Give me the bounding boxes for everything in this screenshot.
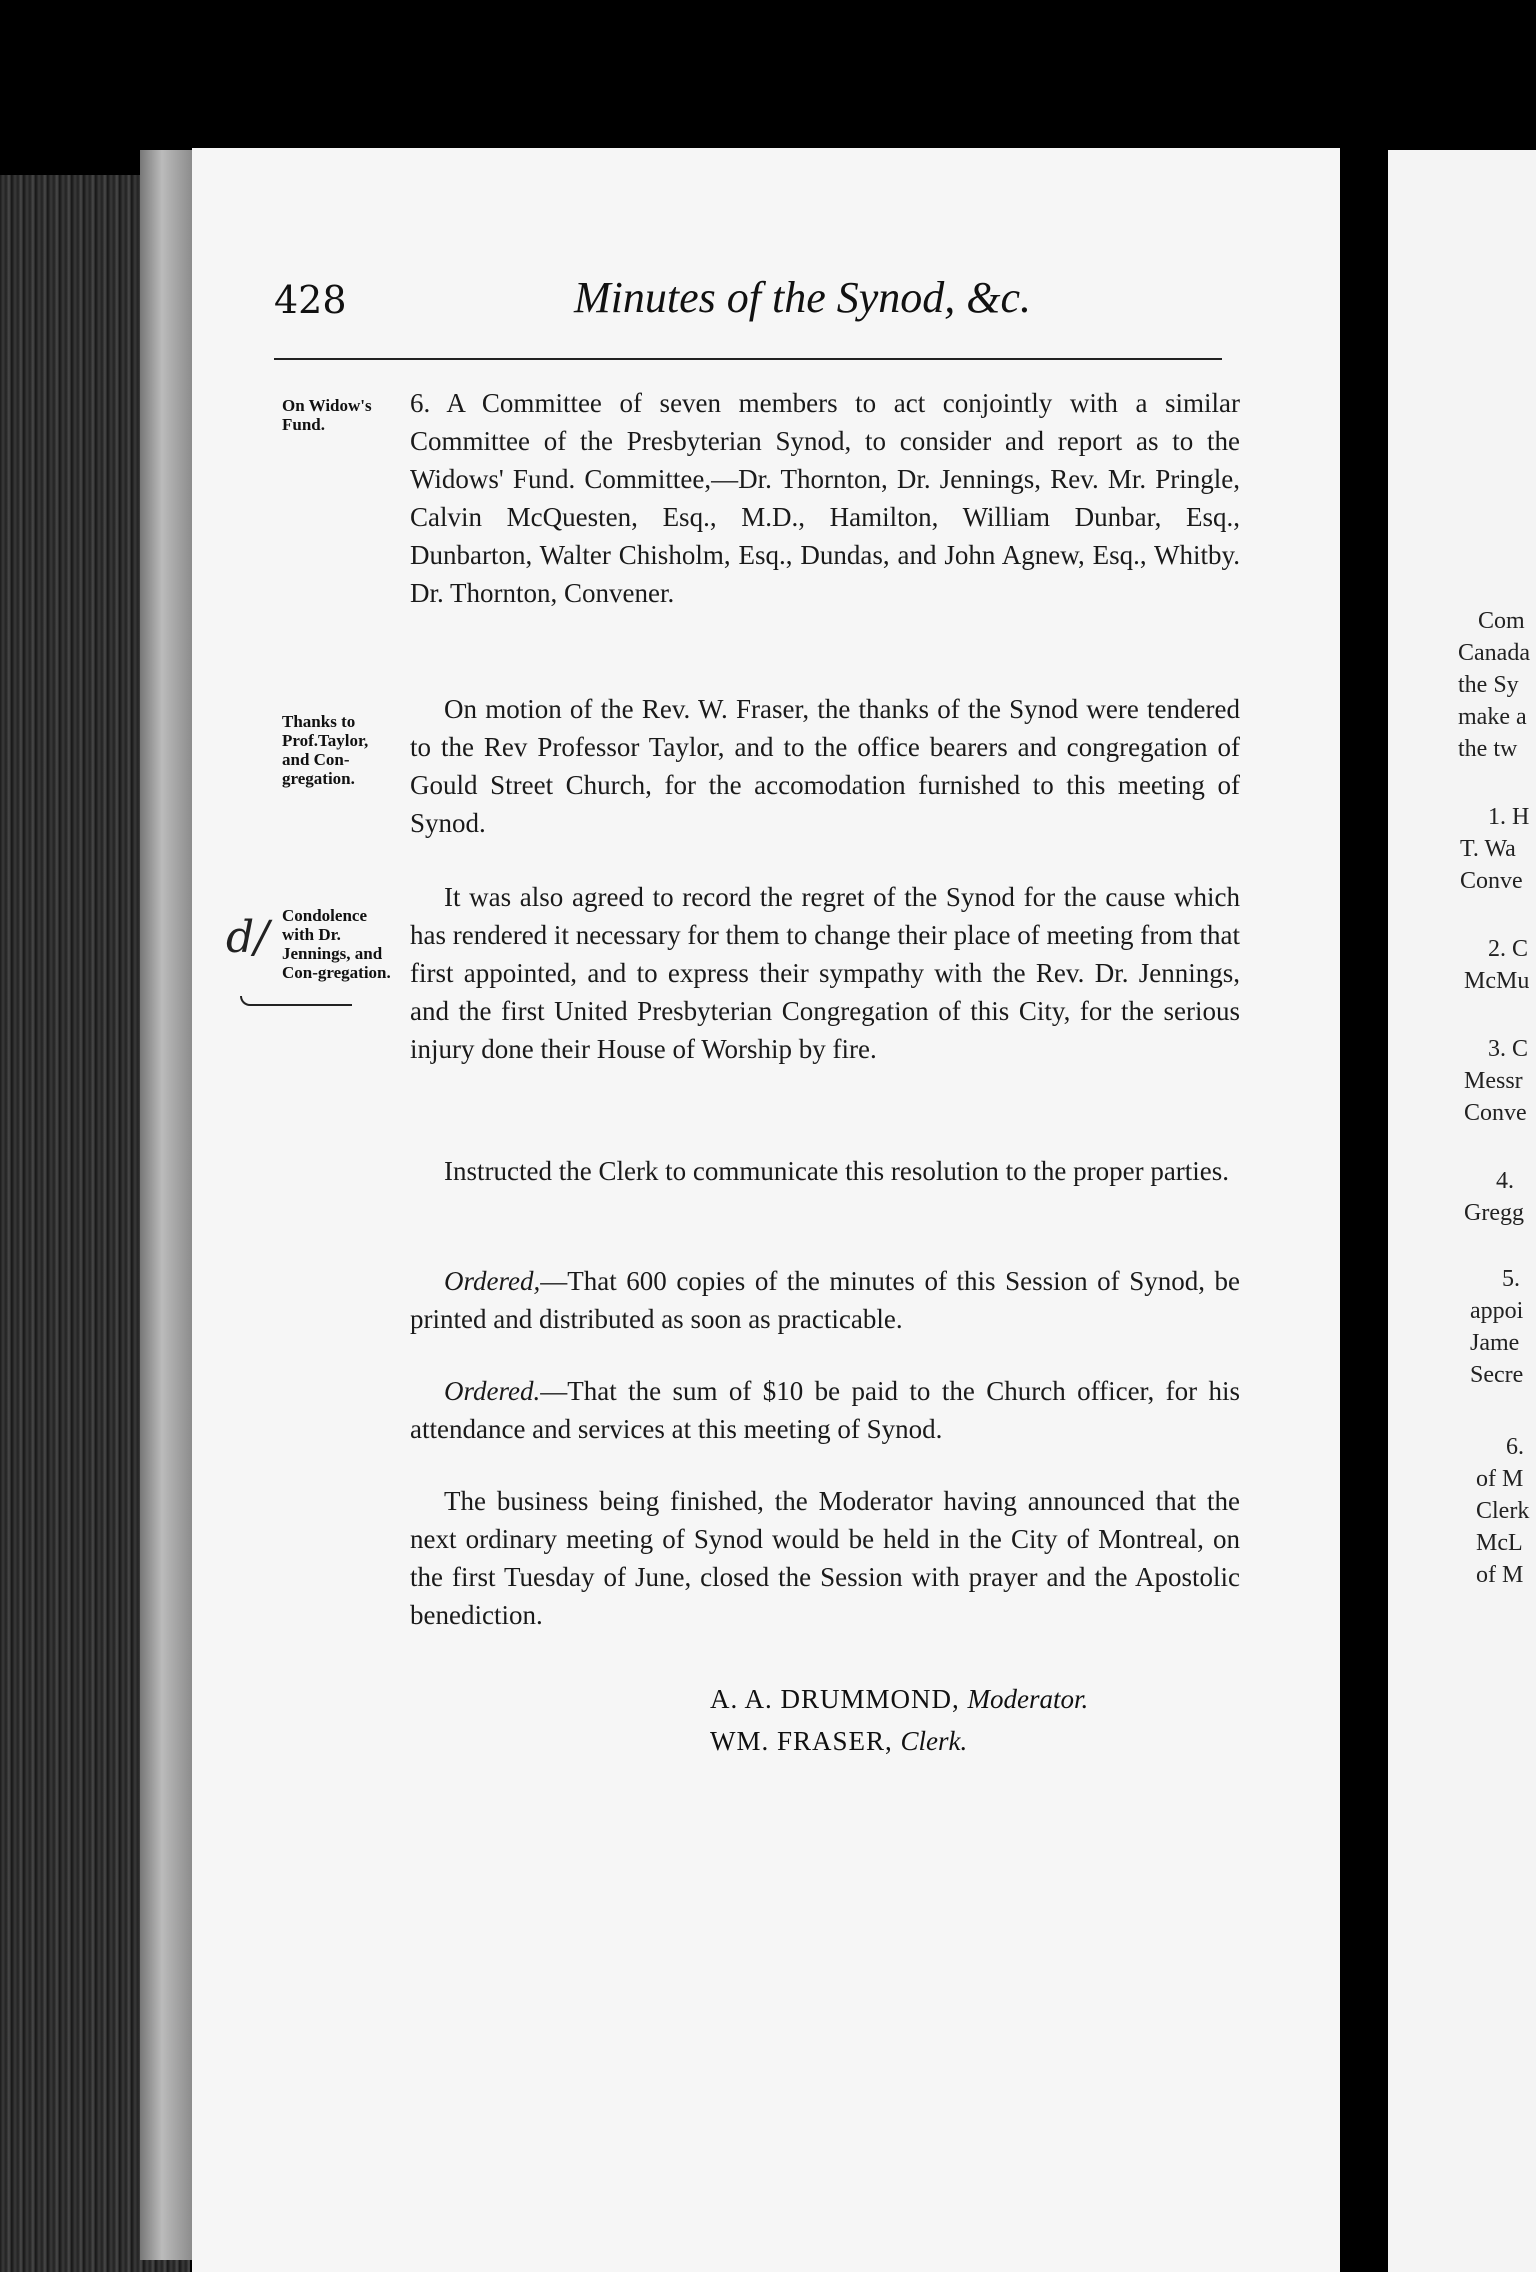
facing-page-fragment: Com [1478, 608, 1525, 634]
facing-page-fragment: the tw [1458, 736, 1518, 762]
paragraph-ordered-copies [410, 1262, 1240, 1338]
facing-page-fragment: appoi [1470, 1298, 1524, 1324]
page-header [274, 273, 1344, 348]
facing-page-fragment: the Sy [1458, 672, 1519, 698]
page-number: 428 [274, 278, 347, 322]
signature-moderator [710, 1684, 1088, 1715]
facing-page-fragment: of M [1476, 1466, 1524, 1492]
paragraph-instructed [410, 1152, 1240, 1190]
margin-note-condolence: Condolence with Dr. Jennings, and Con-gregation. [282, 906, 391, 982]
header-rule [274, 358, 1222, 360]
margin-note-widows-fund: On Widow's Fund. [282, 396, 372, 434]
signature-name: A. A. DRUMMOND, [710, 1684, 960, 1714]
facing-page-fragment: McMu [1464, 968, 1530, 994]
facing-page-fragment: 1. H [1488, 804, 1530, 830]
page-428 [192, 148, 1340, 2272]
paragraph-text: Instructed the Clerk to communicate this resolution to the proper parties. [444, 1156, 1230, 1186]
signature-name: WM. FRASER, [710, 1726, 893, 1756]
margin-note-thanks: Thanks to Prof.Taylor, and Con-gregation. [282, 712, 369, 788]
facing-page-fragment: make a [1458, 704, 1527, 730]
signature-clerk [710, 1726, 967, 1757]
facing-page-fragment: Conve [1460, 868, 1523, 894]
facing-page-fragment: Conve [1464, 1100, 1527, 1126]
book-gutter [1340, 140, 1388, 2272]
handwritten-stroke [240, 996, 352, 1006]
signature-role: Clerk. [900, 1726, 968, 1756]
paragraph-text: —That 600 copies of the minutes of this Session of Synod, be printed and distributed as soon as practicable. [410, 1266, 1240, 1334]
handwritten-mark: d/ [226, 912, 269, 963]
paragraph-text: It was also agreed to record the regret of the Synod for the cause which has rendered it necessary for them to change their place of meeting from that first appointed, and to express their sympathy with the Rev. Dr. Jennings, and the first United Presbyterian Congregation of this City, for the serious injury done their House of Worship by fire. [410, 882, 1240, 1064]
signature-role: Moderator. [967, 1684, 1089, 1714]
paragraph-text: On motion of the Rev. W. Fraser, the thanks of the Synod were tendered to the Rev Professor Taylor, and to the office bearers and congregation of Gould Street Church, for the accomodation furnished to this meeting of Synod. [410, 694, 1240, 838]
facing-page-fragment: Jame [1470, 1330, 1520, 1356]
running-title: Minutes of the Synod, &c. [574, 273, 1032, 322]
paragraph-condolence [410, 878, 1240, 1068]
facing-page-fragment: Secre [1470, 1362, 1524, 1388]
facing-page-fragment: 6. [1506, 1434, 1524, 1460]
paragraph-ordered-payment [410, 1372, 1240, 1448]
facing-page-fragment: McL [1476, 1530, 1523, 1556]
facing-page-fragment: 5. [1502, 1266, 1520, 1292]
facing-page-fragment: Clerk [1476, 1498, 1530, 1524]
facing-page-fragment: Messr [1464, 1068, 1523, 1094]
facing-page-fragment: Canada [1458, 640, 1530, 666]
facing-page-fragment: 2. C [1488, 936, 1529, 962]
paragraph-text: The business being finished, the Moderator having announced that the next ordinary meeting of Synod would be held in the City of Montreal, on the first Tuesday of June, closed the Session with prayer and the Apostolic benediction. [410, 1486, 1240, 1630]
ordered-lead: Ordered, [444, 1266, 541, 1296]
facing-page-fragment: 4. [1496, 1168, 1514, 1194]
facing-page-fragment: T. Wa [1460, 836, 1516, 862]
paragraph-text: —That the sum of $10 be paid to the Church officer, for his attendance and services at this meeting of Synod. [410, 1376, 1240, 1444]
facing-page-fragment: 3. C [1488, 1036, 1529, 1062]
paragraph-text: 6. A Committee of seven members to act conjointly with a similar Committee of the Presbyterian Synod, to consider and report as to the Widows' Fund. Committee,—Dr. Thornton, Dr. Jennings, Rev. Mr. Pringle, Calvin McQuesten, Esq., M.D., Hamilton, William Dunbar, Esq., Dunbarton, Walter Chisholm, Esq., Dundas, and John Agnew, Esq., Whitby. Dr. Thornton, Convener. [410, 388, 1240, 608]
book-edge-highlight [140, 150, 195, 2260]
ordered-lead: Ordered. [444, 1376, 541, 1406]
paragraph-closing [410, 1482, 1240, 1634]
paragraph-widows-fund [410, 384, 1240, 612]
facing-page-fragment: Gregg [1464, 1200, 1524, 1226]
paragraph-thanks [410, 690, 1240, 842]
facing-page-fragment: of M [1476, 1562, 1524, 1588]
